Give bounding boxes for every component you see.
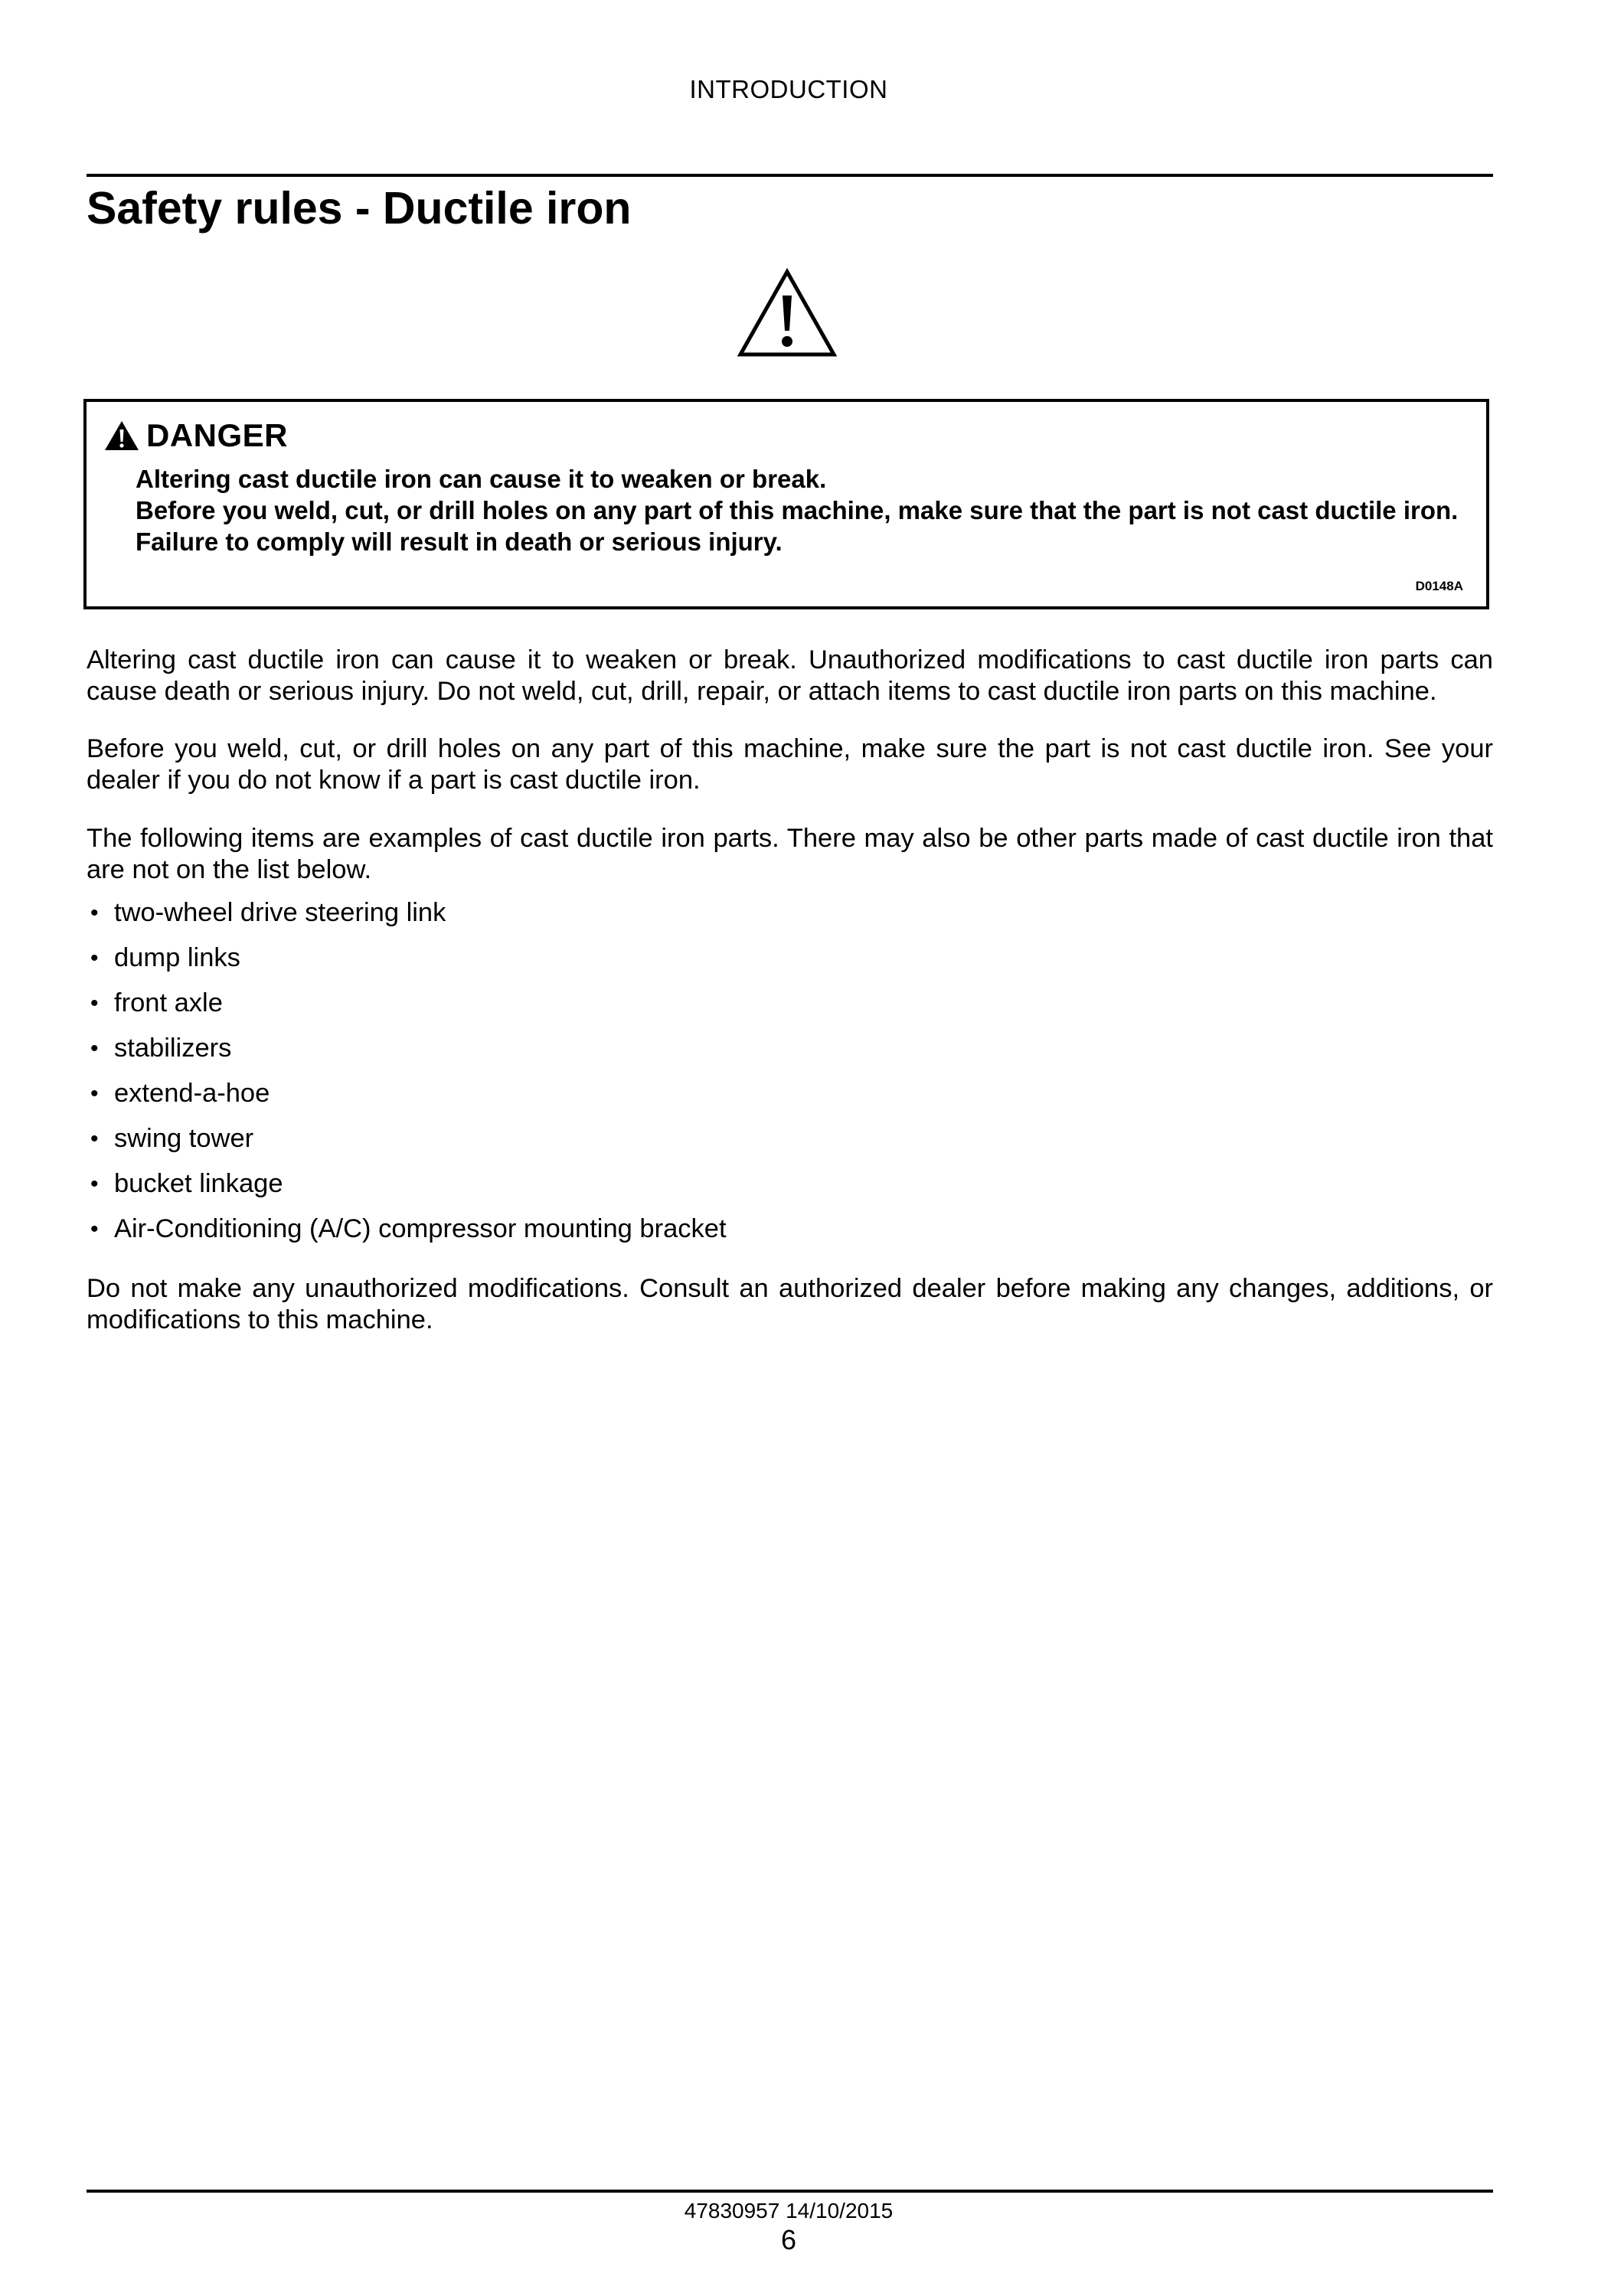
list-item: • bucket linkage (87, 1168, 1465, 1213)
danger-code: D0148A (1415, 579, 1463, 593)
parts-list (87, 897, 1465, 1259)
danger-signal-word: DANGER (146, 417, 289, 453)
list-item: • extend-a-hoe (87, 1078, 1465, 1123)
page-number: 6 (780, 2224, 797, 2255)
list-item: • swing tower (87, 1123, 1465, 1168)
warning-triangle-icon (103, 420, 140, 452)
page-title: Safety rules - Ductile iron (87, 183, 632, 234)
paragraph: Before you weld, cut, or drill holes on any part of this machine, make sure the part is not cast ductile iron. See your dealer if you do not know if a part is cast ductile iron. (87, 734, 1493, 795)
danger-line: Before you weld, cut, or drill holes on any part of this machine, make sure that the part is not cast ductile iron. (136, 496, 1459, 524)
footer-rule (87, 2190, 1493, 2193)
paragraph: The following items are examples of cast ductile iron parts. There may also be other parts made of cast ductile iron that are not on the list below. (87, 824, 1493, 884)
header-rule (87, 174, 1493, 177)
danger-line: Failure to comply will result in death or serious injury. (136, 527, 783, 556)
warning-triangle-icon (737, 268, 838, 358)
paragraph: Altering cast ductile iron can cause it to weaken or break. Unauthorized modifications to cast ductile iron parts can cause death or serious injury. Do not weld, cut, drill, repair, or attach items to cast ductile iron parts on this machine. (87, 645, 1493, 706)
list-item: • Air-Conditioning (A/C) compressor mounting bracket (87, 1213, 1465, 1259)
danger-line: Altering cast ductile iron can cause it to weaken or break. (136, 465, 827, 493)
danger-message (136, 463, 1468, 557)
document-id: 47830957 14/10/2015 (684, 2199, 894, 2223)
list-item: • front axle (87, 988, 1465, 1033)
danger-header (103, 413, 288, 459)
list-item: • two-wheel drive steering link (87, 897, 1465, 942)
list-item: • dump links (87, 942, 1465, 988)
danger-notice (83, 399, 1489, 609)
list-item: • stabilizers (87, 1033, 1465, 1078)
paragraph: Do not make any unauthorized modifications. Consult an authorized dealer before making any changes, additions, or modifications to this machine. (87, 1274, 1493, 1334)
running-header: INTRODUCTION (689, 75, 888, 103)
